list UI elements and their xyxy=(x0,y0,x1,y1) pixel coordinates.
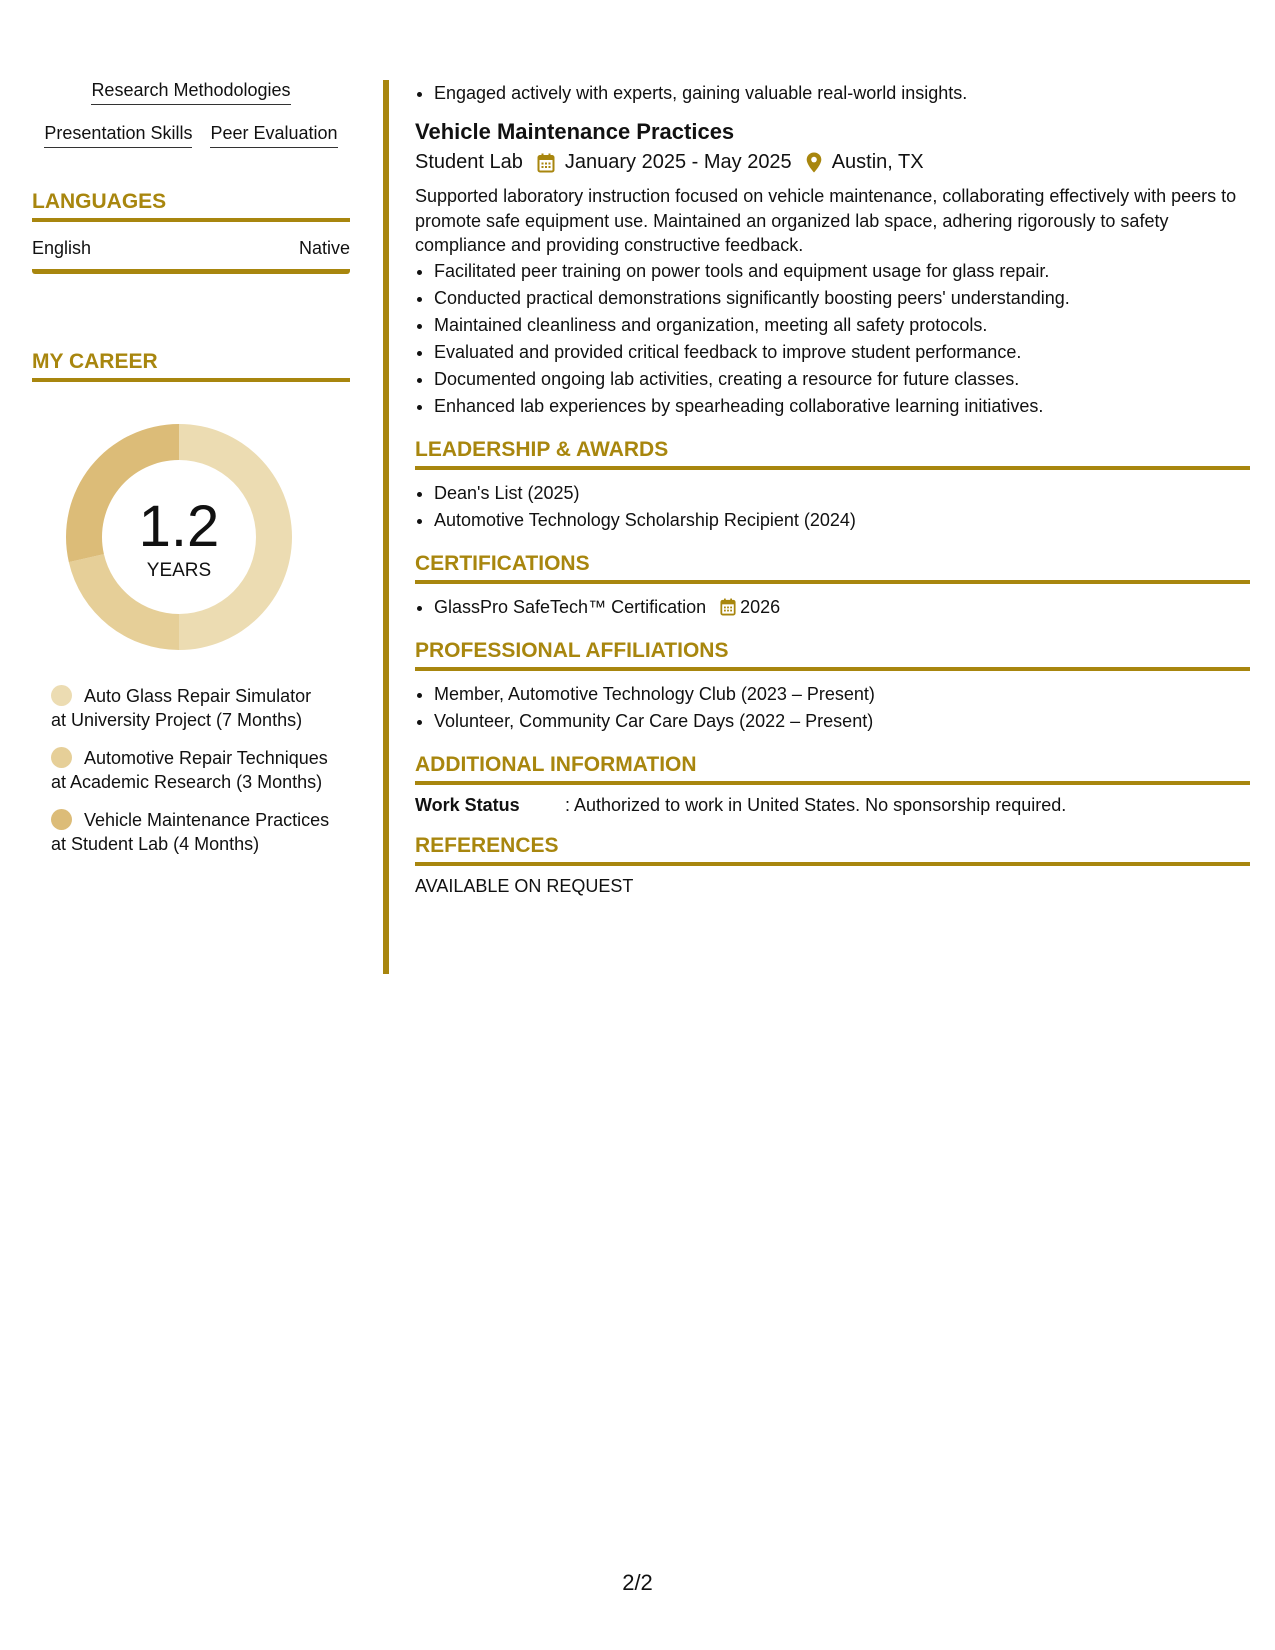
legend-item xyxy=(51,808,331,856)
right-column xyxy=(415,80,1250,897)
legend-dot xyxy=(51,747,72,768)
languages-heading: LANGUAGES xyxy=(32,190,350,222)
left-column xyxy=(32,80,350,870)
leadership-heading: LEADERSHIP & AWARDS xyxy=(415,438,1250,470)
certification-year: 2026 xyxy=(740,596,781,617)
career-total-years: 1.2 xyxy=(138,494,220,559)
career-heading: MY CAREER xyxy=(32,350,350,382)
references-heading: REFERENCES xyxy=(415,834,1250,866)
legend-label: Vehicle Maintenance Practices at Student Lab (4 Months) xyxy=(51,810,330,854)
job-meta xyxy=(415,151,1250,174)
prev-job-bullets xyxy=(415,80,1250,107)
page-number: 2/2 xyxy=(622,1570,653,1595)
job-bullets xyxy=(415,258,1250,420)
list-item: • Member, Automotive Technology Club (2023 – Present) xyxy=(434,681,1250,708)
list-item: • Evaluated and provided critical feedback to improve student performance. xyxy=(434,339,1250,366)
legend-label: Auto Glass Repair Simulator at University Project (7 Months) xyxy=(51,686,312,730)
language-level: Native xyxy=(298,238,350,258)
career-total-unit: YEARS xyxy=(146,560,212,581)
skill-tag: Research Methodologies xyxy=(91,80,290,105)
job-title: Vehicle Maintenance Practices xyxy=(415,119,735,144)
affiliations-list xyxy=(415,681,1250,735)
certifications-list xyxy=(415,594,1250,621)
legend-dot xyxy=(51,809,72,830)
legend-dot xyxy=(51,685,72,706)
calendar-icon xyxy=(720,598,736,616)
leadership-list xyxy=(415,480,1250,534)
skill-tag: Presentation Skills xyxy=(44,123,192,148)
list-item: • Volunteer, Community Car Care Days (2022 – Present) xyxy=(434,708,1250,735)
certifications-heading: CERTIFICATIONS xyxy=(415,552,1250,584)
job-description: Supported laboratory instruction focused on vehicle maintenance, collaborating effectively with peers to promote safe equipment use. Maintained an organized lab space, adhering rigorously to safety compliance and providing constructive feedback. xyxy=(415,186,1237,255)
calendar-icon xyxy=(537,153,555,173)
job-dates: January 2025 - May 2025 xyxy=(564,151,792,173)
skills-row-1 xyxy=(32,80,350,105)
map-pin-icon xyxy=(806,152,822,173)
job-location: Austin, TX xyxy=(831,151,924,173)
legend-label: Automotive Repair Techniques at Academic Research (3 Months) xyxy=(51,748,328,792)
work-status-row xyxy=(415,795,1250,816)
skill-tag: Peer Evaluation xyxy=(210,123,337,148)
affiliations-heading: PROFESSIONAL AFFILIATIONS xyxy=(415,639,1250,671)
list-item xyxy=(434,594,1250,621)
list-item: • Dean's List (2025) xyxy=(434,480,1250,507)
list-item: • Documented ongoing lab activities, creating a resource for future classes. xyxy=(434,366,1250,393)
list-item: • Conducted practical demonstrations significantly boosting peers' understanding. xyxy=(434,285,1250,312)
career-legend xyxy=(51,684,331,856)
language-name: English xyxy=(32,238,92,258)
work-status-value: : Authorized to work in United States. No sponsorship required. xyxy=(565,794,1067,815)
additional-info-heading: ADDITIONAL INFORMATION xyxy=(415,753,1250,785)
job-organization: Student Lab xyxy=(415,151,523,173)
donut-center xyxy=(66,424,292,650)
language-row xyxy=(32,238,350,274)
list-item: • Maintained cleanliness and organization, meeting all safety protocols. xyxy=(434,312,1250,339)
certification-name: • GlassPro SafeTech™ Certification xyxy=(434,596,707,617)
list-item: • Facilitated peer training on power tools and equipment usage for glass repair. xyxy=(434,258,1250,285)
legend-item xyxy=(51,746,331,794)
list-item: • Automotive Technology Scholarship Recipient (2024) xyxy=(434,507,1250,534)
legend-item xyxy=(51,684,331,732)
skills-row-2 xyxy=(32,123,350,148)
references-text: AVAILABLE ON REQUEST xyxy=(415,875,634,896)
column-divider xyxy=(383,80,389,974)
work-status-label: Work Status xyxy=(415,794,520,815)
certification-item xyxy=(434,594,1250,621)
list-item: • Enhanced lab experiences by spearheading collaborative learning initiatives. xyxy=(434,393,1250,420)
career-donut-chart xyxy=(66,424,292,650)
list-item: • Engaged actively with experts, gaining valuable real-world insights. xyxy=(434,80,1250,107)
